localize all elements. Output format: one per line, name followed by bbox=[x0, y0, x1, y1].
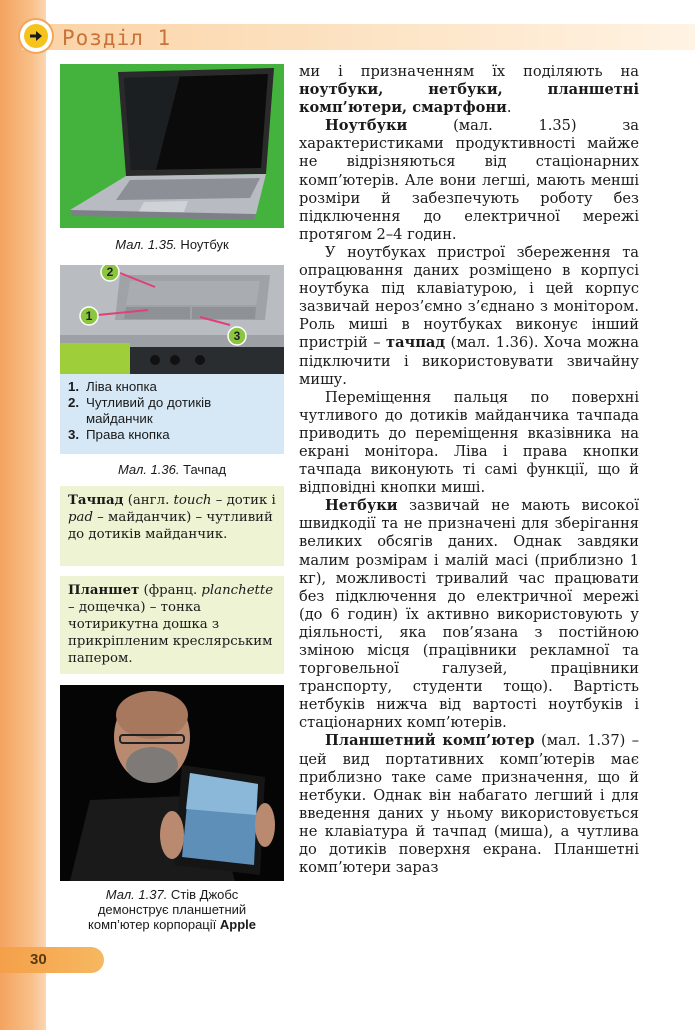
touchpad-photo bbox=[60, 265, 284, 374]
paragraph: Переміщення пальця по поверхні чутливого до дотиків майданчика тачпада приводить до переміщення вказівника на екрані монітора. Ліва і права кнопки тачпада виконують ті самі функції, що й відповідні кнопки миші. bbox=[299, 388, 639, 497]
paragraph: Ноутбуки (мал. 1.35) за характеристиками продуктивності майже не відрізняються від стаціонарних комп’ютерів. Але вони легші, мають менші розміри й забезпечують роботу без підключення до електричної мережі протягом 2–4 годин. bbox=[299, 117, 639, 243]
page-margin-strip bbox=[0, 0, 46, 1030]
paragraph: Нетбуки зазвичай не мають високої швидкодії та не призначені для зберігання великих обсягів даних. Однак завдяки малим розмірам і малій масі (приблизно 1 кг), можливості тривалий час працювати без підключення до електричної мережі (до 6 годин) їх активно використовують у діяльності, яка пов’язана з постійною зміною місця (працівники рекламної та торговельної галузей, працівники транспорту, студенти тощо). Вартість нетбуків нижча від вартості ноутбуків і стаціонарних комп’ютерів. bbox=[299, 497, 639, 732]
legend-item: 3. Права кнопка bbox=[68, 427, 170, 442]
main-body-text bbox=[299, 63, 639, 877]
touchpad-label-1: 1 bbox=[85, 309, 93, 323]
touchpad-legend bbox=[60, 374, 284, 454]
chapter-marker bbox=[20, 20, 52, 52]
figure-caption-touchpad: Мал. 1.36. Тачпад bbox=[117, 462, 227, 477]
page-number-tab bbox=[0, 947, 104, 973]
legend-item: 1. Ліва кнопка bbox=[68, 379, 157, 394]
steve-jobs-photo bbox=[60, 685, 284, 881]
legend-item: 2. Чутливий до дотиків майданчик bbox=[68, 395, 212, 426]
page-number: 30 bbox=[30, 951, 47, 968]
figure-caption-jobs: Мал. 1.37. Стів Джобс демонструє планшетний комп’ютер корпорації Apple bbox=[88, 887, 256, 932]
arrow-right-icon bbox=[28, 28, 44, 44]
paragraph: У ноутбуках пристрої збереження та опрацювання даних розміщено в корпусі ноутбука під клавіатурою, і цей корпус зазвичай нероз’ємно з’єднано з монітором. Роль миші в ноутбуках виконує інший пристрій – тачпад (мал. 1.36). Хоча можна підключити і використовувати звичайну мишу. bbox=[299, 243, 639, 388]
paragraph: ми і призначенням їх поділяють на ноутбуки, нетбуки, планшетні комп’ютери, смартфони. bbox=[299, 63, 639, 117]
paragraph: Планшетний комп’ютер (мал. 1.37) – цей вид портативних комп’ютерів має приблизно таке саме призначення, що й нетбуки. Однак він набагато легший і для введення даних у ньому використовується не клавіатура й тачпад (миша), а чутлива до дотиків поверхня екрана. Планшетні комп’ютери зараз bbox=[299, 732, 640, 877]
figure-caption-laptop: Мал. 1.35. Ноутбук bbox=[115, 237, 229, 252]
definition-tablet: Планшет (франц. planchette – дощечка) – тонка чотирикутна дошка з прикріпленим креслярським папером. bbox=[60, 576, 284, 674]
laptop-photo bbox=[60, 64, 284, 228]
definition-touchpad: Тачпад (англ. touch – дотик і pad – майданчик) – чутливий до дотиків майданчик. bbox=[60, 486, 284, 566]
touchpad-label-3: 3 bbox=[233, 329, 241, 343]
chapter-title: Розділ 1 bbox=[62, 26, 172, 50]
touchpad-label-2: 2 bbox=[106, 265, 114, 279]
